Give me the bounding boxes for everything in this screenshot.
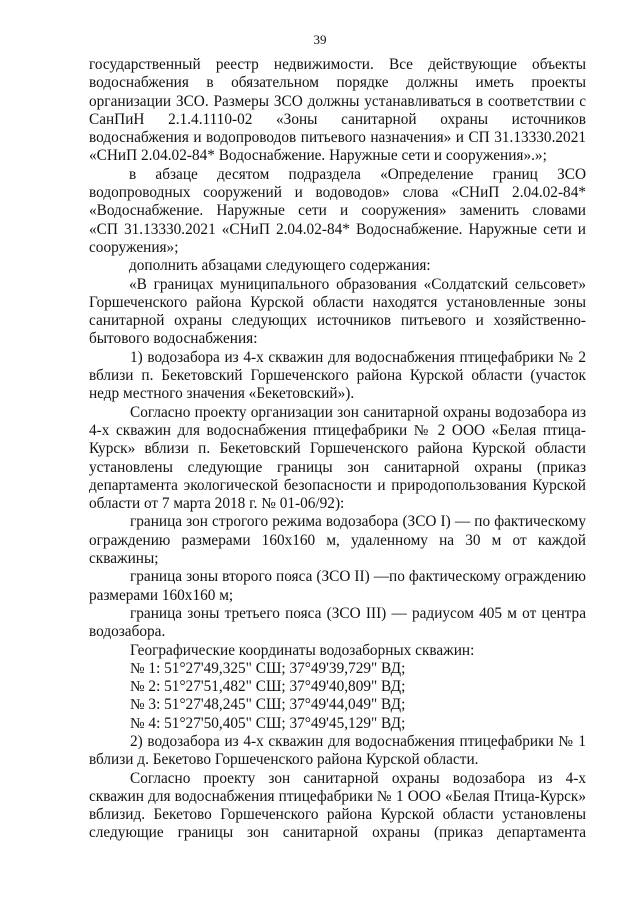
- text-line: «В границах муниципального образования «Солдатский сельсовет»: [129, 275, 586, 293]
- text-line: «Водоснабжение. Наружные сети и сооружения» заменить словами: [89, 202, 586, 220]
- text-line: водоснабжения и водопроводов питьевого назначения» и СП 31.13330.2021: [89, 129, 586, 147]
- text-line: № 3: 51°27'48,245" СШ; 37°49'44,049" ВД;: [130, 696, 406, 714]
- text-line: граница зоны второго пояса (ЗСО II) —по фактическому ограждению: [130, 568, 586, 586]
- text-line: Горшеченского района Курской области находятся установленные зоны: [89, 293, 586, 311]
- text-line: «СП 31.13330.2021 «СНиП 2.04.02-84* Водоснабжение. Наружные сети и: [89, 220, 586, 238]
- text-line: скважин для водоснабжения птицефабрики № 1 ООО «Белая Птица-Курск»: [89, 787, 586, 805]
- text-line: Географические координаты водозаборных скважин:: [130, 641, 475, 659]
- text-line: области от 7 марта 2018 г. № 01-06/92):: [89, 495, 345, 513]
- text-line: граница зон строгого режима водозабора (ЗСО I) — по фактическому: [130, 513, 586, 531]
- text-line: в абзаце десятом подраздела «Определение границ ЗСО: [129, 165, 586, 183]
- text-line: № 2: 51°27'51,482" СШ; 37°49'40,809" ВД;: [130, 678, 406, 696]
- text-line: недр местного значения «Бекетовский»).: [89, 385, 355, 403]
- text-line: вблизид. Бекетово Горшеченского района Курской области установлены: [89, 806, 586, 824]
- text-line: № 1: 51°27'49,325" СШ; 37°49'39,729" ВД;: [130, 659, 406, 677]
- page-number: 39: [313, 32, 327, 47]
- text-line: Согласно проекту зон санитарной охраны водозабора из 4-х: [130, 769, 586, 787]
- text-line: водопроводных сооружений и водоводов» слова «СНиП 2.04.02-84*: [89, 184, 586, 202]
- text-line: санитарной охраны следующих источников питьевого и хозяйственно-: [89, 312, 586, 330]
- text-line: водоснабжения в обязательном порядке должны иметь проекты: [89, 74, 586, 92]
- text-line: Согласно проекту организации зон санитарной охраны водозабора из: [130, 403, 586, 421]
- text-line: бытового водоснабжения:: [89, 330, 258, 348]
- text-line: дополнить абзацами следующего содержания:: [129, 257, 431, 275]
- text-line: организации ЗСО. Размеры ЗСО должны устанавливаться в соответствии с: [89, 92, 586, 110]
- text-line: граница зоны третьего пояса (ЗСО III) — радиусом 405 м от центра: [130, 604, 586, 622]
- text-line: установлены следующие границы зон санитарной охраны (приказ: [89, 458, 586, 476]
- text-line: водозабора.: [89, 623, 166, 641]
- document-body: [89, 56, 586, 843]
- text-line: государственный реестр недвижимости. Все действующие объекты: [89, 56, 586, 73]
- text-line: Курск» вблизи п. Бекетовский Горшеченского района Курской области: [89, 440, 586, 458]
- text-line: № 4: 51°27'50,405" СШ; 37°49'45,129" ВД;: [130, 714, 406, 732]
- text-line: ограждению размерами 160х160 м, удаленному на 30 м от каждой: [89, 531, 586, 549]
- text-line: «СНиП 2.04.02-84* Водоснабжение. Наружные сети и сооружения».»;: [89, 147, 547, 165]
- text-line: 4-х скважин для водоснабжения птицефабрики № 2 ООО «Белая птица-: [89, 421, 586, 439]
- text-line: сооружения»;: [89, 238, 179, 256]
- text-line: 1) водозабора из 4-х скважин для водоснабжения птицефабрики № 2: [130, 348, 586, 366]
- text-line: следующие границы зон санитарной охраны (приказ департамента: [89, 824, 586, 842]
- text-line: вблизи п. Бекетовский Горшеченского района Курской области (участок: [89, 367, 586, 385]
- text-line: СанПиН 2.1.4.1110-02 «Зоны санитарной охраны источников: [89, 110, 586, 128]
- text-line: скважины;: [89, 550, 159, 568]
- text-line: департамента экологической безопасности и природопользования Курской: [89, 476, 586, 494]
- text-line: 2) водозабора из 4-х скважин для водоснабжения птицефабрики № 1: [130, 732, 586, 750]
- text-line: размерами 160х160 м;: [89, 586, 234, 604]
- text-line: вблизи д. Бекетово Горшеченского района Курской области.: [89, 751, 479, 769]
